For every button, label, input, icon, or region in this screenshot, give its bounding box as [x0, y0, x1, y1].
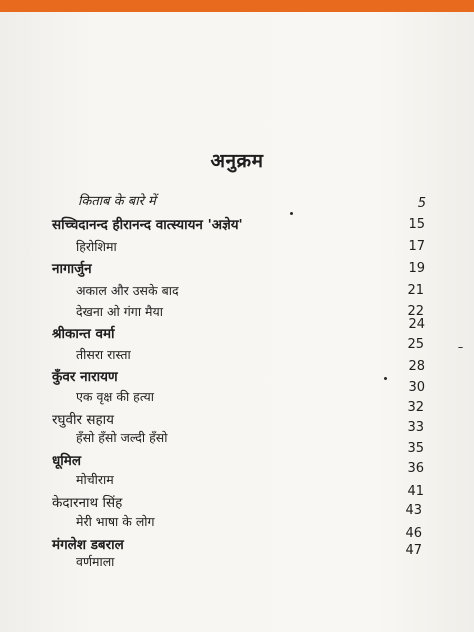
toc-entry-page: 35	[407, 441, 424, 456]
toc-entry-page: 30	[408, 380, 425, 395]
stray-print-mark	[458, 347, 463, 348]
stray-print-mark	[290, 212, 293, 215]
toc-entry-label: धूमिल	[52, 453, 82, 469]
toc-entry-page: 32	[407, 400, 424, 415]
toc-entry-label: वर्णमाला	[76, 554, 115, 569]
toc-entry-label: कुँवर नारायण	[52, 369, 118, 385]
top-color-band	[0, 0, 474, 12]
toc-entry-label: देखना ओ गंगा मैया	[76, 304, 164, 319]
toc-entry-label: हिरोशिमा	[76, 239, 117, 254]
toc-row-work	[0, 237, 474, 257]
toc-entry-page: 24	[408, 317, 425, 332]
book-page	[0, 12, 474, 632]
toc-entry-label: किताब के बारे में	[78, 194, 156, 209]
toc-entry-label: श्रीकान्त वर्मा	[52, 326, 115, 342]
toc-row-work	[0, 281, 474, 301]
toc-row-poet	[0, 259, 474, 279]
stray-print-mark	[384, 377, 387, 380]
toc-entry-label: मंगलेश डबराल	[52, 537, 124, 553]
toc-entry-page: 5	[417, 196, 426, 211]
toc-entry-page: 17	[408, 239, 425, 254]
toc-entry-label: मेरी भाषा के लोग	[76, 514, 155, 529]
toc-entry-page: 41	[407, 484, 424, 499]
toc-entry-label: सच्चिदानन्द हीरानन्द वात्स्यायन 'अज्ञेय'	[52, 217, 243, 233]
toc-entry-label: अकाल और उसके बाद	[76, 283, 179, 298]
toc-entry-label: तीसरा रास्ता	[76, 347, 131, 362]
toc-entry-page: 15	[408, 217, 425, 232]
toc-row-intro	[0, 192, 474, 212]
toc-entry-page: 46	[405, 526, 422, 541]
toc-entry-page: 25	[407, 337, 424, 352]
toc-entry-label: एक वृक्ष की हत्या	[76, 389, 154, 404]
toc-entry-label: रघुवीर सहाय	[52, 412, 114, 428]
toc-entry-label: हँसो हँसो जल्दी हँसो	[76, 430, 168, 445]
toc-entry-page: 47	[405, 543, 422, 558]
toc-entry-page: 22	[407, 304, 424, 319]
toc-entry-page: 28	[408, 359, 425, 374]
toc-entry-page: 33	[407, 420, 424, 435]
toc-entry-label: केदारनाथ सिंह	[52, 495, 123, 511]
toc-entry-page: 43	[405, 503, 422, 518]
toc-entry-page: 21	[407, 283, 424, 298]
toc-entry-page: 19	[408, 261, 425, 276]
toc-entry-page: 36	[407, 461, 424, 476]
toc-entry-label: मोचीराम	[76, 472, 114, 487]
toc-entry-label: नागार्जुन	[52, 261, 92, 277]
page-title: अनुक्रम	[210, 150, 264, 172]
toc-row-poet	[0, 215, 474, 235]
